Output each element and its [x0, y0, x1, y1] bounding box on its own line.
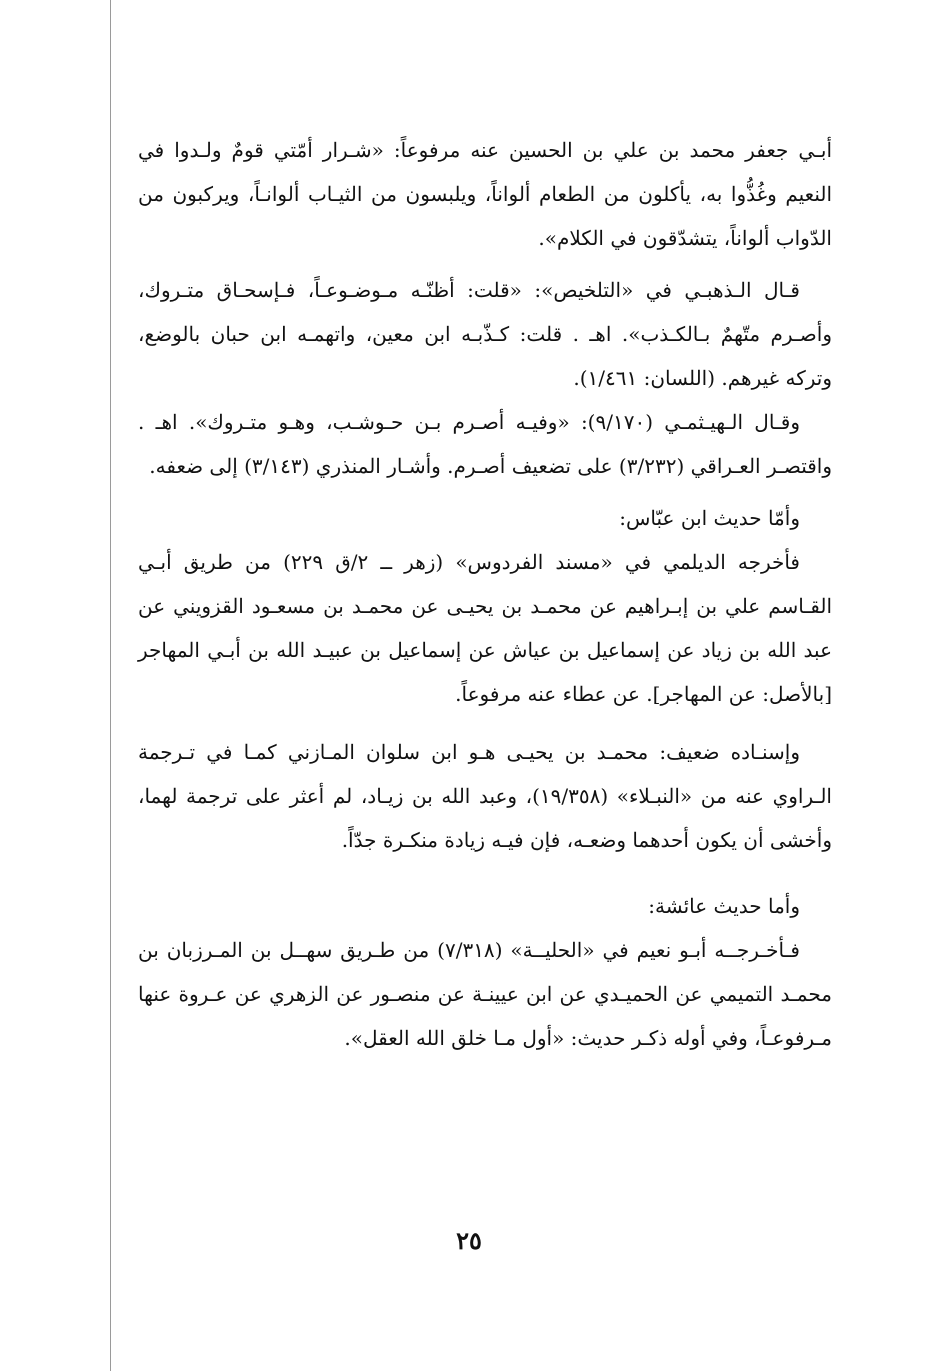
section-heading-aisha: وأما حديث عائشة: — [648, 894, 800, 918]
paragraph-isnad: وإسنـاده ضعيف: محمـد بن يحيـى هـو ابن سلوان المـازني كمـا في تـرجمة الـراوي عنه من «النبـلاء» (١٩/٣٥٨)، وعبد الله بن زيـاد، لم أعثر على ترجمة لهما، وأخشى أن يكون أحدهما وضعـه، فإن فيـه زيادة منكـرة جدّاً. — [138, 740, 832, 852]
paragraph-dhahabi: قـال الـذهبـي في «التلخيص»: «قلت: أظنّـه مـوضـوعـاً، فـإسحـاق متـروك، وأصـرم متّهمٌ بـالكـذب». اهـ . قلت: كـذّبـه ابن معين، واتهمـه ابن حبان بالوضع، وتركه غيرهم. (اللسان: ١/٤٦١). — [138, 278, 832, 390]
page-number: ٢٥ — [456, 1226, 482, 1255]
paragraph-continuation: أبـي جعفر محمد بن علي بن الحسين عنه مرفوعاً: «شـرار أمّتي قومٌ ولـدوا في النعيم وغُذُّوا به، يأكلون من الطعام ألواناً، ويلبسون من الثيـاب ألوانـاً، ويركبون من الدّواب ألواناً، يتشدّقون في الكلام». — [138, 138, 832, 250]
paragraph-abu-nuaym: فـأخـرجــه أبـو نعيم في «الحليــة» (٧/٣١٨) من طـريق سهــل بن المـرزبان بن محمـد التميمي عن الحميـدي عن ابن عيينـة عن منصـور عن الزهري عن عـروة عنها مـرفوعـاً، وفي أوله ذكـر حديث: «أول مـا خلق الله العقل». — [138, 938, 832, 1050]
page-body — [138, 128, 832, 1060]
paragraph-daylami: فأخرجه الديلمي في «مسند الفردوس» (زهر ــ ٢/ق ٢٢٩) من طريق أبـي القـاسم علي بن إبـراهيم عن محمـد بن يحيـى عن محمـد بن مسعـود القزويني عن عبد الله بن زياد عن إسماعيل بن عياش عن إسماعيل بن عبيـد الله بن أبـي المهاجر [بالأصل: عن المهاجر]. عن عطاء عنه مرفوعاً. — [138, 550, 832, 706]
section-heading-ibn-abbas: وأمّا حديث ابن عبّاس: — [619, 506, 800, 530]
margin-rule — [110, 0, 111, 1371]
paragraph-haythami: وقـال الـهيـثمـي (٩/١٧٠): «وفيـه أصـرم بـن حـوشـب، وهـو متـروك». اهـ . واقتصـر العـراقي (٣/٢٣٢) على تضعيف أصـرم. وأشـار المنذري (٣/١٤٣) إلى ضعفه. — [138, 410, 832, 478]
